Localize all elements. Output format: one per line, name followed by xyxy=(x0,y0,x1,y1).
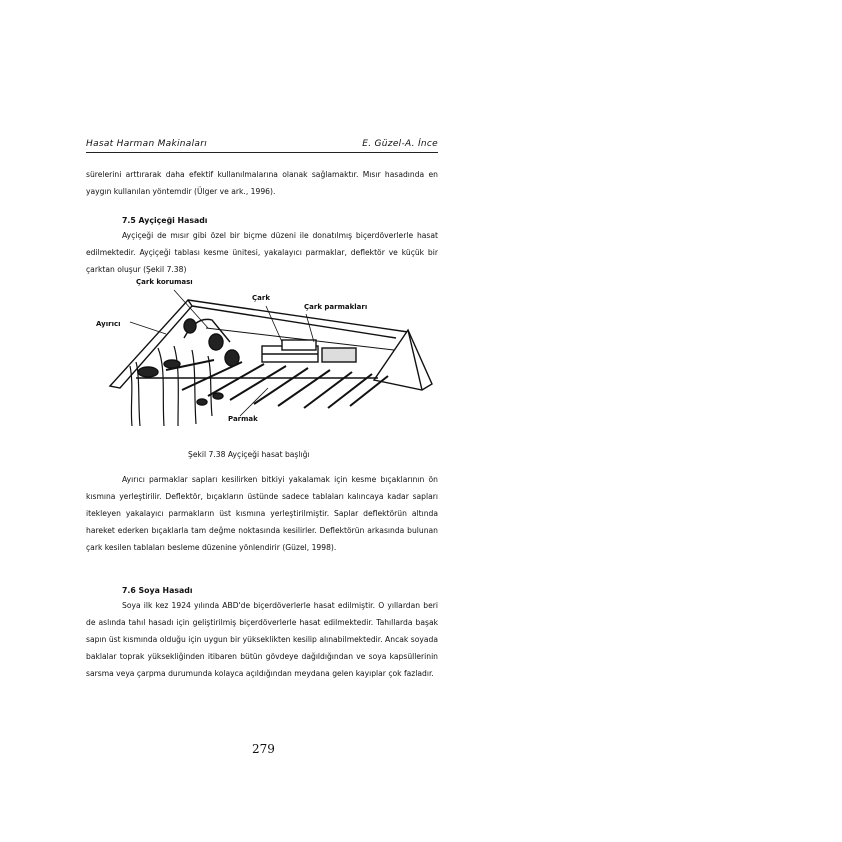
reel-fingers-block xyxy=(322,348,356,362)
page-number: 279 xyxy=(252,742,275,756)
label-parmak: Parmak xyxy=(228,415,258,423)
label-ayirici: Ayırıcı xyxy=(96,320,121,328)
body-paragraph: Ayırıcı parmaklar sapları kesilirken bitkiyi yakalamak için kesme bıçaklarının ön kısmına yerleştirilir. Deflektör, bıçakların üstünde sadece tablaları kalıncaya kadar sapları itekleyen yakalayıcı parmakların üst kısmına yerleştirilmiştir. Saplar deflektörün altında hareket ederken bıçaklarla tam değme noktasında kesilirler. Deflektörün arkasında bulunan çark kesilen tablaları besleme düzenine yönlendirir (Güzel, 1998). xyxy=(86,475,438,552)
sunflower-heads xyxy=(138,319,239,405)
running-header xyxy=(86,139,438,153)
label-cark-parmaklari: Çark parmakları xyxy=(304,303,368,311)
label-cark: Çark xyxy=(252,294,270,302)
label-cark-korumasi: Çark koruması xyxy=(136,278,193,286)
header-authors: E. Güzel-A. İnce xyxy=(362,139,438,149)
intro-paragraph: sürelerini arttırarak daha efektif kullanılmalarına olanak sağlamaktır. Mısır hasadında en yaygın kullanılan yöntemdir (Ülger ve ark., 1996). xyxy=(86,170,438,196)
header-book-title: Hasat Harman Makinaları xyxy=(86,139,208,149)
section-7-6-heading: 7.6 Soya Hasadı xyxy=(122,586,193,595)
section-7-6-paragraph: Soya ilk kez 1924 yılında ABD'de biçerdöverlerle hasat edilmiştir. O yıllardan beri de aslında tahıl hasadı için geliştirilmiş biçerdöverlerle hasat edilmektedir. Tahıllarda başak sapın üst kısmında olduğu için uygun bir yükseklikten kesilip alınabilmektedir. Ancak soyada baklalar toprak yüksekliğinden itibaren bütün gövdeye dağıldığından ve soya kapsüllerinin sarsma veya çarpma durumunda kolayca açıldığından meydana gelen kayıplar çok fazladır. xyxy=(86,601,438,678)
figure-caption: Şekil 7.38 Ayçiçeği hasat başlığı xyxy=(188,449,310,459)
section-7-5-paragraph: Ayçiçeği de mısır gibi özel bir biçme düzeni ile donatılmış biçerdöverlerle hasat edilmektedir. Ayçiçeği tablası kesme ünitesi, yakalayıcı parmaklar, deflektör ve küçük bir çarktan oluşur (Şekil 7.38) xyxy=(86,231,438,274)
rear-frame-top xyxy=(188,300,408,332)
sunflower-header-figure xyxy=(96,276,441,436)
section-7-5-heading: 7.5 Ayçiçeği Hasadı xyxy=(122,216,208,225)
